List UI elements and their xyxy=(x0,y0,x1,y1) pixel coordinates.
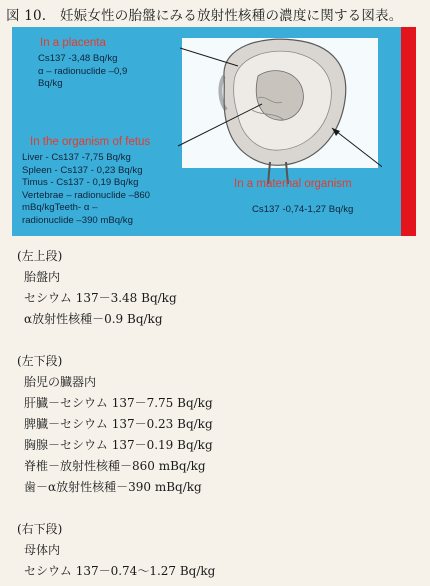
figure-panel xyxy=(12,27,416,236)
section-heading: (左上段) xyxy=(17,249,63,263)
section-lower-right xyxy=(17,519,216,582)
section-line: セシウム 137－0.74～1.27 Bq/kg xyxy=(24,564,216,578)
section-line: 母体内 xyxy=(24,543,61,557)
section-heading: (右下段) xyxy=(17,522,63,536)
figure-caption: 図 10. 妊娠女性の胎盤にみる放射性核種の濃度に関する図表。 xyxy=(6,8,403,24)
section-line: α放射性核種－0.9 Bq/kg xyxy=(24,312,163,326)
maternal-value: Cs137 -0,74-1,27 Bq/kg xyxy=(252,204,354,215)
section-lower-left xyxy=(17,351,213,498)
fetus-title: In the organism of fetus xyxy=(30,136,151,148)
section-line: 脾臓－セシウム 137－0.23 Bq/kg xyxy=(24,417,213,431)
placenta-values: Cs137 -3,48 Bq/kg α – radionuclide –0,9 Bq/kg xyxy=(38,53,128,90)
fetus-values: Liver - Cs137 -7,75 Bq/kg Spleen - Cs137 - 0,23 Bq/kg Timus - Cs137 - 0,19 Bq/kg Vertebrae – radionuclide –860 mBq/kgTeeth- α – radionuclide –390 mBq/kg xyxy=(22,152,151,226)
red-side-bar xyxy=(401,27,416,236)
placenta-illustration xyxy=(162,36,382,186)
section-line: 胎児の臓器内 xyxy=(24,375,97,389)
section-line: 胸腺－セシウム 137－0.19 Bq/kg xyxy=(24,438,213,452)
section-line: 歯－α放射性核種－390 mBq/kg xyxy=(24,480,202,494)
section-line: 肝臓－セシウム 137－7.75 Bq/kg xyxy=(24,396,213,410)
section-line: 脊椎－放射性核種－860 mBq/kg xyxy=(24,459,206,473)
maternal-title: In a maternal organism xyxy=(234,178,352,190)
section-heading: (左下段) xyxy=(17,354,63,368)
section-upper-left xyxy=(17,246,177,330)
section-line: 胎盤内 xyxy=(24,270,61,284)
placenta-title: In a placenta xyxy=(40,37,106,49)
section-line: セシウム 137－3.48 Bq/kg xyxy=(24,291,177,305)
